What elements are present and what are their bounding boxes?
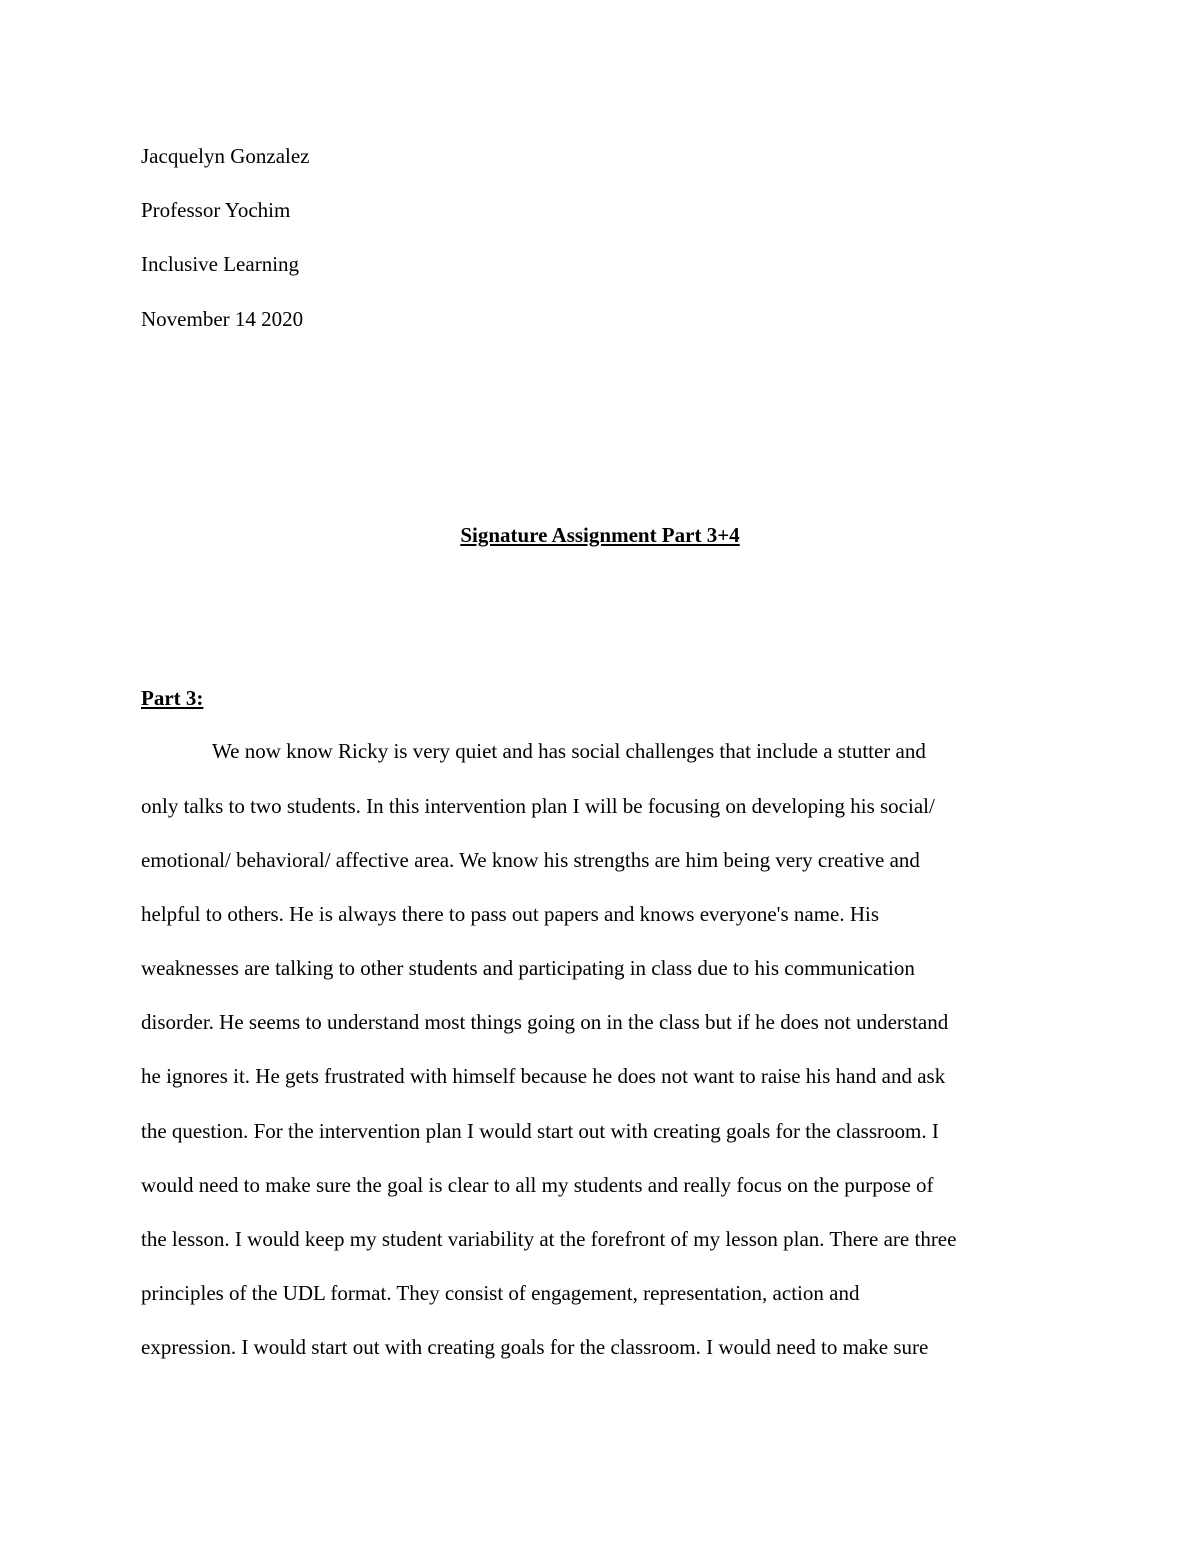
- document-title: Signature Assignment Part 3+4: [460, 523, 740, 547]
- course-name: Inclusive Learning: [141, 252, 300, 276]
- body-line: he ignores it. He gets frustrated with himself because he does not want to raise his hand and ask: [141, 1064, 946, 1088]
- author-name: Jacquelyn Gonzalez: [141, 144, 310, 168]
- body-line: expression. I would start out with creating goals for the classroom. I would need to make sure: [141, 1335, 929, 1359]
- body-line: only talks to two students. In this intervention plan I will be focusing on developing his social/: [141, 794, 935, 818]
- body-line: weaknesses are talking to other students and participating in class due to his communication: [141, 956, 915, 980]
- body-line: disorder. He seems to understand most things going on in the class but if he does not understand: [141, 1010, 949, 1034]
- body-line: the lesson. I would keep my student variability at the forefront of my lesson plan. There are three: [141, 1227, 957, 1251]
- professor-name: Professor Yochim: [141, 198, 291, 222]
- document-date: November 14 2020: [141, 307, 304, 331]
- body-line: helpful to others. He is always there to pass out papers and knows everyone's name. His: [141, 902, 880, 926]
- section-heading: Part 3:: [141, 686, 204, 710]
- body-line: emotional/ behavioral/ affective area. We know his strengths are him being very creative and: [141, 848, 920, 872]
- body-line: the question. For the intervention plan I would start out with creating goals for the classroom. I: [141, 1119, 939, 1143]
- body-line: We now know Ricky is very quiet and has social challenges that include a stutter and: [212, 739, 926, 763]
- body-line: would need to make sure the goal is clear to all my students and really focus on the purpose of: [141, 1173, 934, 1197]
- body-line: principles of the UDL format. They consist of engagement, representation, action and: [141, 1281, 860, 1305]
